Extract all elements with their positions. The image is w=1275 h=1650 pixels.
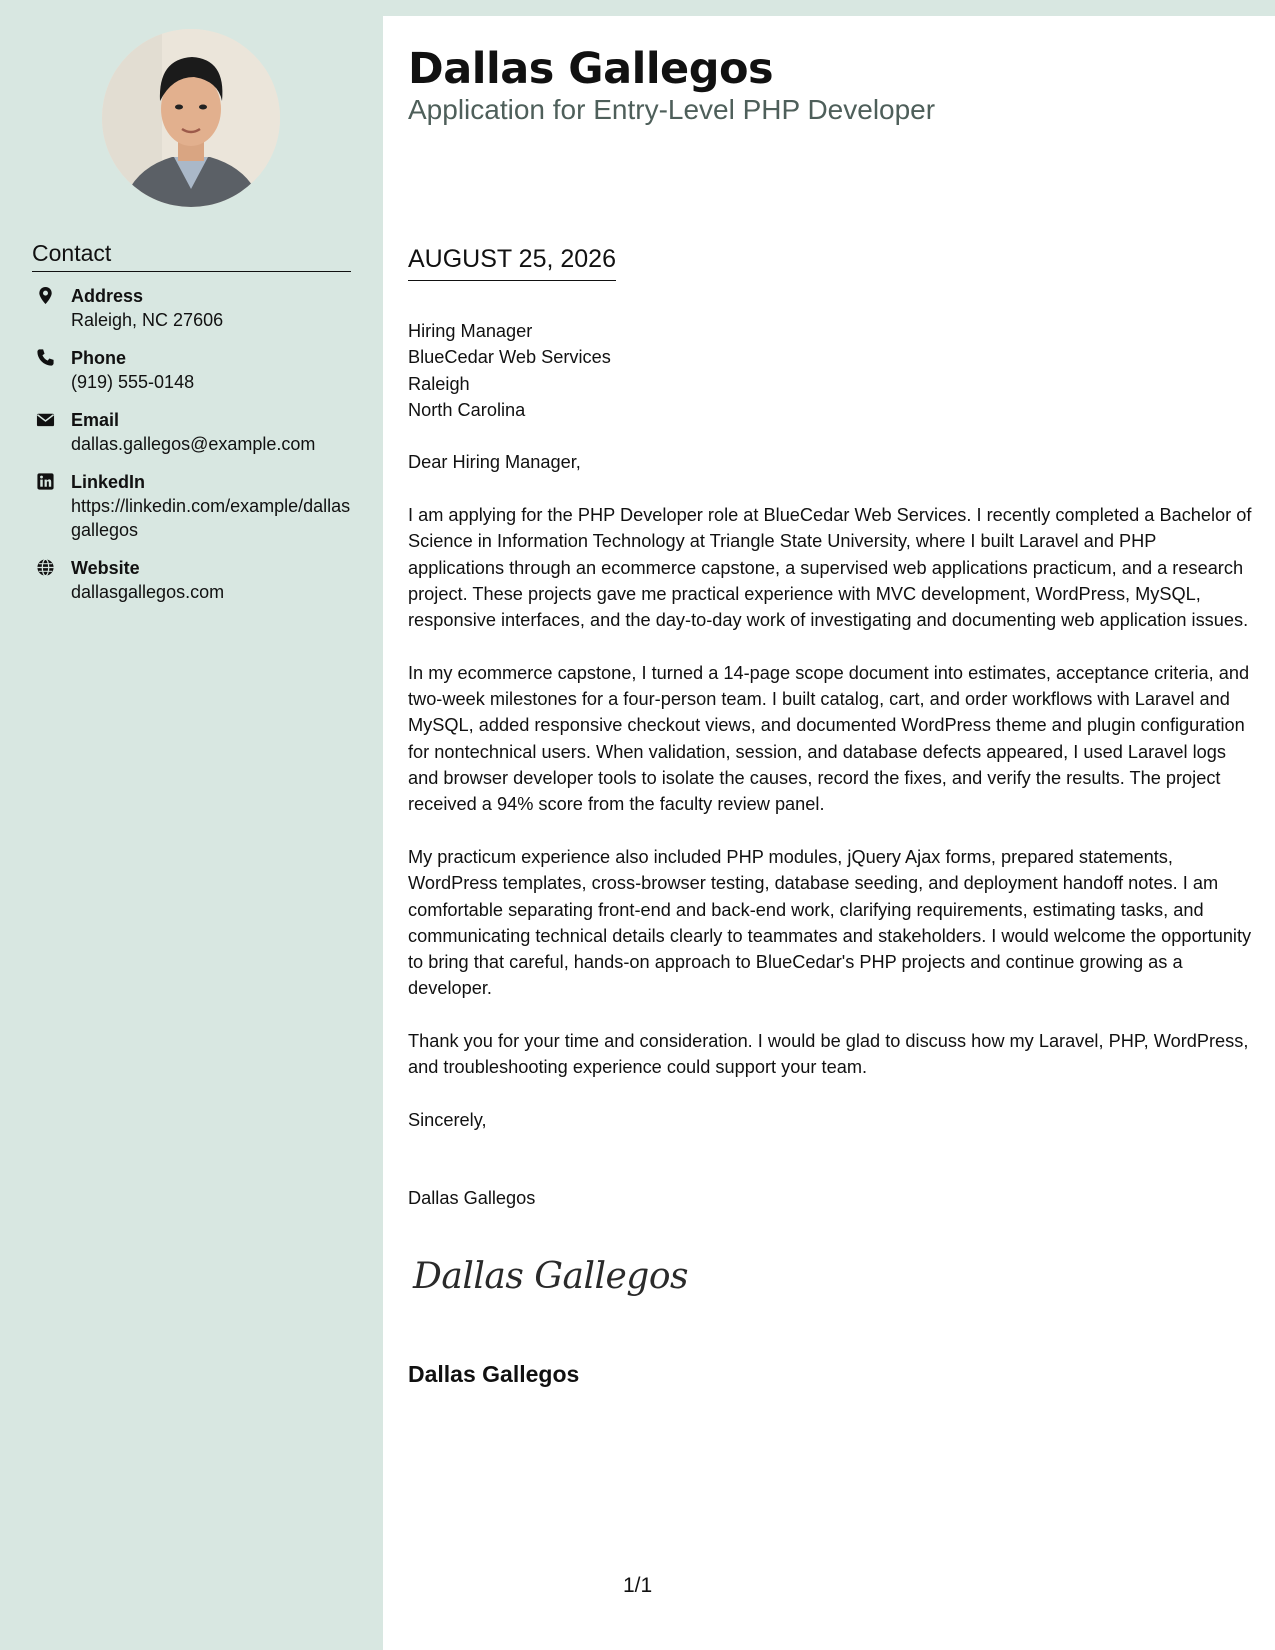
phone-icon [36, 348, 55, 367]
letter-body [408, 318, 1253, 1212]
recipient-line: North Carolina [408, 399, 526, 420]
envelope-icon [36, 410, 55, 429]
globe-icon [36, 558, 55, 577]
recipient-line: Raleigh [408, 373, 470, 394]
phone-value: (919) 555-0148 [71, 372, 195, 392]
profile-photo [102, 29, 280, 207]
closing-name: Dallas Gallegos [408, 1188, 536, 1209]
letter-date: AUGUST 25, 2026 [408, 245, 616, 281]
recipient-block [408, 318, 1253, 423]
website-value[interactable]: dallasgallegos.com [71, 582, 225, 602]
contact-website [32, 556, 352, 604]
recipient-line: BlueCedar Web Services [408, 347, 611, 368]
map-pin-icon [36, 286, 55, 305]
application-subtitle: Application for Entry-Level PHP Developer [408, 94, 936, 125]
email-value[interactable]: dallas.gallegos@example.com [71, 434, 316, 454]
signature-text: Dallas Gallegos [413, 1256, 688, 1297]
phone-label: Phone [71, 348, 127, 368]
letter-paragraph: My practicum experience also included PHP modules, jQuery Ajax forms, prepared statements, WordPress templates, cross-browser testing, database seeding, and deployment handoff notes. I am comfortable separating front-end and back-end work, clarifying requirements, estimating tasks, and communicating technical details clearly to teammates and stakeholders. I would welcome the opportunity to bring that careful, hands-on approach to BlueCedar's PHP projects and continue growing as a developer. [408, 846, 1252, 999]
printed-name: Dallas Gallegos [408, 1361, 580, 1387]
contact-phone [32, 346, 352, 394]
website-label: Website [71, 558, 140, 578]
contact-email [32, 408, 352, 456]
letter-paragraph: I am applying for the PHP Developer role at BlueCedar Web Services. I recently completed a Bachelor of Science in Information Technology at Triangle State University, where I built Laravel and PHP applications through an ecommerce capstone, a supervised web applications practicum, and a research project. These projects gave me practical experience with MVC development, WordPress, MySQL, responsive interfaces, and the day-to-day work of investigating and documenting web application issues. [408, 505, 1252, 631]
contact-heading: Contact [32, 240, 351, 272]
address-value: Raleigh, NC 27606 [71, 310, 224, 330]
applicant-name: Dallas Gallegos [408, 44, 774, 94]
contact-linkedin [32, 470, 352, 542]
email-label: Email [71, 410, 120, 430]
page-number: 1/1 [623, 1574, 653, 1597]
sidebar [0, 0, 383, 1650]
letter-paragraph: In my ecommerce capstone, I turned a 14-page scope document into estimates, acceptance criteria, and two-week milestones for a four-person team. I built catalog, cart, and order workflows with Laravel and MySQL, added responsive checkout views, and documented WordPress theme and plugin configuration for nontechnical users. When validation, session, and database defects appeared, I used Laravel logs and browser developer tools to isolate the causes, record the fixes, and verify the results. The project received a 94% score from the faculty review panel. [408, 662, 1250, 815]
address-label: Address [71, 286, 144, 306]
closing: Sincerely, [408, 1109, 487, 1130]
contact-list [32, 284, 352, 618]
salutation: Dear Hiring Manager, [408, 452, 581, 473]
handwritten-signature [413, 1256, 688, 1297]
linkedin-icon [36, 472, 55, 491]
linkedin-label: LinkedIn [71, 472, 146, 492]
recipient-line: Hiring Manager [408, 321, 533, 341]
contact-address [32, 284, 352, 332]
linkedin-value[interactable]: https://linkedin.com/example/dallasgallegos [71, 496, 351, 540]
main-content [383, 16, 1275, 1650]
letter-paragraph: Thank you for your time and consideration. I would be glad to discuss how my Laravel, PHP, WordPress, and troubleshooting experience could support your team. [408, 1031, 1249, 1078]
